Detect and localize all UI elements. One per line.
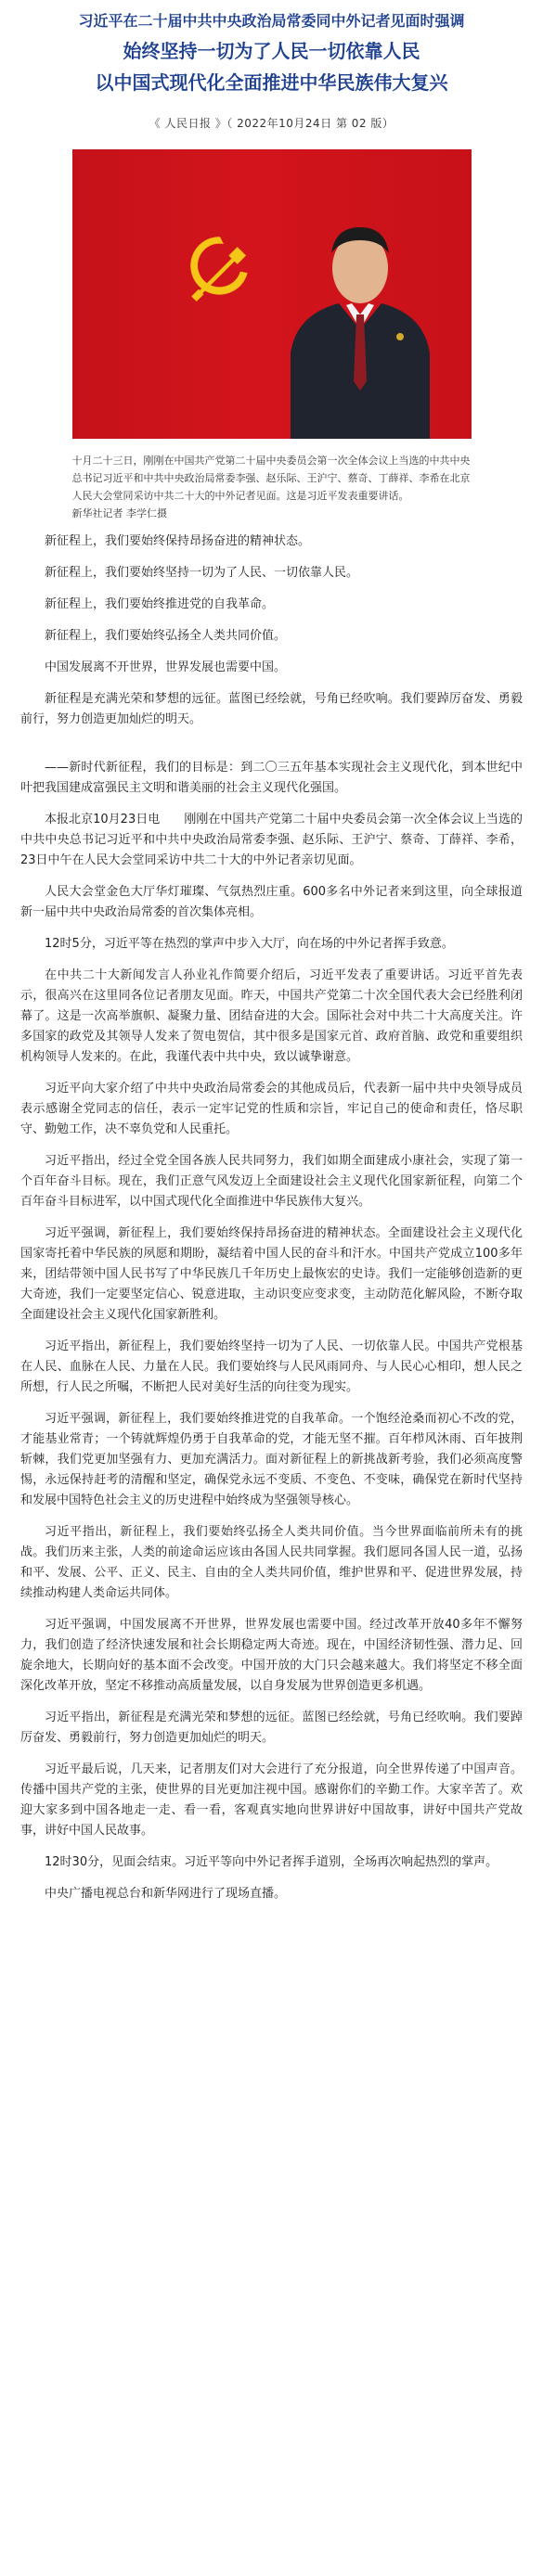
body-paragraph: 习近平强调，新征程上，我们要始终推进党的自我革命。一个饱经沧桑而初心不改的党，才能基业常青；一个铸就辉煌仍勇于自我革命的党，才能无坚不摧。百年栉风沐雨、百年披荆斩棘，我们党更加坚强有力、更加充满活力。面对新征程上的新挑战新考验，我们必须高度警惕，永远保持赶考的清醒和坚定，确保党永远不变质、不变色、不变味，确保党在新时代坚持和发展中国特色社会主义的历史进程中始终成为坚强领导核心。 bbox=[20, 1412, 523, 1507]
body-paragraph: 12时5分，习近平等在热烈的掌声中步入大厅，向在场的中外记者挥手致意。 bbox=[45, 937, 454, 951]
news-photo bbox=[72, 149, 472, 439]
photo-caption bbox=[72, 452, 472, 522]
lead-text: ——新时代新征程，我们的目标是：到二〇三五年基本实现社会主义现代化，到本世纪中叶把我国建成富强民主文明和谐美丽的社会主义现代化强国。 bbox=[20, 761, 523, 795]
publication-source: 《 人民日报 》（ 2022年10月24日 第 02 版） bbox=[149, 117, 394, 130]
intro-paragraph: 中国发展离不开世界，世界发展也需要中国。 bbox=[45, 660, 287, 674]
body-paragraph: 习近平强调，中国发展离不开世界，世界发展也需要中国。经过改革开放40多年不懈努力，我们创造了经济快速发展和社会长期稳定两大奇迹。现在，中国经济韧性强、潜力足、回旋余地大，长期向好的基本面不会改变。中国开放的大门只会越来越大。我们将坚定不移全面深化改革开放，坚定不移推动高质量发展，以自身发展为世界创造更多机遇。 bbox=[20, 1618, 523, 1693]
body-paragraph: 习近平指出，新征程上，我们要始终坚持一切为了人民、一切依靠人民。中国共产党根基在人民、血脉在人民、力量在人民。我们要始终与人民风雨同舟、与人民心心相印，想人民之所想，行人民之所嘱，不断把人民对美好生活的向往变为现实。 bbox=[20, 1339, 523, 1394]
photo-credit: 新华社记者 李学仁摄 bbox=[71, 507, 167, 519]
lead-paragraph bbox=[20, 758, 523, 799]
headline-line-2: 以中国式现代化全面推进中华民族伟大复兴 bbox=[95, 71, 448, 94]
intro-paragraph: 新征程是充满光荣和梦想的远征。蓝图已经绘就，号角已经吹响。我们要踔厉奋发、勇毅前行，努力创造更加灿烂的明天。 bbox=[20, 692, 523, 726]
intro-paragraph: 新征程上，我们要始终保持昂扬奋进的精神状态。 bbox=[45, 534, 311, 548]
body-paragraph: 习近平强调，新征程上，我们要始终保持昂扬奋进的精神状态。全面建设社会主义现代化国家寄托着中华民族的夙愿和期盼，凝结着中国人民的奋斗和汗水。中国共产党成立100多年来，团结带领中国人民书写了中华民族几千年历史上最恢宏的史诗。我们一定能够创造新的更大奇迹，我们一定要坚定信心、锐意进取，主动识变应变求变，主动防范化解风险，不断夺取全面建设社会主义现代化国家新胜利。 bbox=[20, 1226, 523, 1322]
body-paragraph: 人民大会堂金色大厅华灯璀璨、气氛热烈庄重。600多名中外记者来到这里，向全球报道新一届中共中央政治局常委的首次集体亮相。 bbox=[20, 885, 523, 919]
body-paragraph: 12时30分，见面会结束。习近平等向中外记者挥手道别，全场再次响起热烈的掌声。 bbox=[45, 1855, 498, 1869]
body-text: 刚刚在中国共产党第二十届中央委员会第一次全体会议上当选的中共中央总书记习近平和中共中央政治局常委李强、赵乐际、王沪宁、蔡奇、丁薛祥、李希，23日中午在人民大会堂同采访中共二十大的中外记者亲切见面。 bbox=[20, 813, 523, 867]
body-paragraph: 中央广播电视总台和新华网进行了现场直播。 bbox=[45, 1887, 287, 1901]
body-paragraph: 习近平向大家介绍了中共中央政治局常委会的其他成员后，代表新一届中共中央领导成员表示感谢全党同志的信任，表示一定牢记党的性质和宗旨，牢记自己的使命和责任，恪尽职守、勤勉工作，决不辜负党和人民重托。 bbox=[20, 1082, 523, 1136]
article-body bbox=[20, 532, 523, 1904]
body-paragraph: 习近平指出，新征程上，我们要始终弘扬全人类共同价值。当今世界面临前所未有的挑战。我们历来主张，人类的前途命运应该由各国人民共同掌握。我们愿同各国人民一道，弘扬和平、发展、公平、正义、民主、自由的全人类共同价值，维护世界和平、促进世界发展，持续推动构建人类命运共同体。 bbox=[20, 1525, 523, 1600]
intro-paragraph: 新征程上，我们要始终推进党的自我革命。 bbox=[45, 597, 275, 611]
headline-kicker: 习近平在二十届中共中央政治局常委同中外记者见面时强调 bbox=[78, 12, 465, 30]
intro-paragraph: 新征程上，我们要始终坚持一切为了人民、一切依靠人民。 bbox=[45, 566, 359, 580]
body-paragraph: 习近平最后说，几天来，记者朋友们对大会进行了充分报道，向全世界传递了中国声音。传播中国共产党的主张，使世界的目光更加注视中国。感谢你们的辛勤工作。大家辛苦了。欢迎大家多到中国各地走一走、看一看，客观真实地向世界讲好中国故事，讲好中国共产党故事，讲好中国人民故事。 bbox=[20, 1762, 523, 1838]
headline-line-1: 始终坚持一切为了人民一切依靠人民 bbox=[123, 40, 420, 62]
body-paragraph: 习近平指出，经过全党全国各族人民共同努力，我们如期全面建成小康社会，实现了第一个百年奋斗目标。现在，我们正意气风发迈上全面建设社会主义现代化国家新征程，向第二个百年奋斗目标进军，以中国式现代化全面推进中华民族伟大复兴。 bbox=[20, 1154, 523, 1209]
dateline: 本报北京10月23日电 bbox=[45, 813, 161, 827]
body-paragraph: 在中共二十大新闻发言人孙业礼作简要介绍后，习近平发表了重要讲话。习近平首先表示，很高兴在这里同各位记者朋友见面。昨天，中国共产党第二十次全国代表大会已经胜利闭幕了。这是一次高举旗帜、凝聚力量、团结奋进的大会。国际社会对中共二十大高度关注。许多国家的政党及其领导人发来了贺电贺信，其中很多是国家元首、政府首脑、政党和重要组织机构领导人发来的。在此，我谨代表中共中央，致以诚挚谢意。 bbox=[20, 968, 523, 1064]
body-paragraph: 习近平指出，新征程是充满光荣和梦想的远征。蓝图已经绘就，号角已经吹响。我们要踔厉奋发、勇毅前行，努力创造更加灿烂的明天。 bbox=[20, 1711, 523, 1745]
dateline-paragraph bbox=[20, 810, 523, 871]
photo-caption-text: 十月二十三日，刚刚在中国共产党第二十届中央委员会第一次全体会议上当选的中共中央总书记习近平和中共中央政治局常委李强、赵乐际、王沪宁、蔡奇、丁薛祥、李希在北京人民大会堂同采访中共二十大的中外记者见面。这是习近平发表重要讲话。 bbox=[71, 455, 471, 502]
speaker-figure bbox=[291, 214, 430, 439]
intro-paragraph: 新征程上，我们要始终弘扬全人类共同价值。 bbox=[45, 629, 287, 643]
hammer-sickle-emblem-icon bbox=[184, 231, 256, 303]
